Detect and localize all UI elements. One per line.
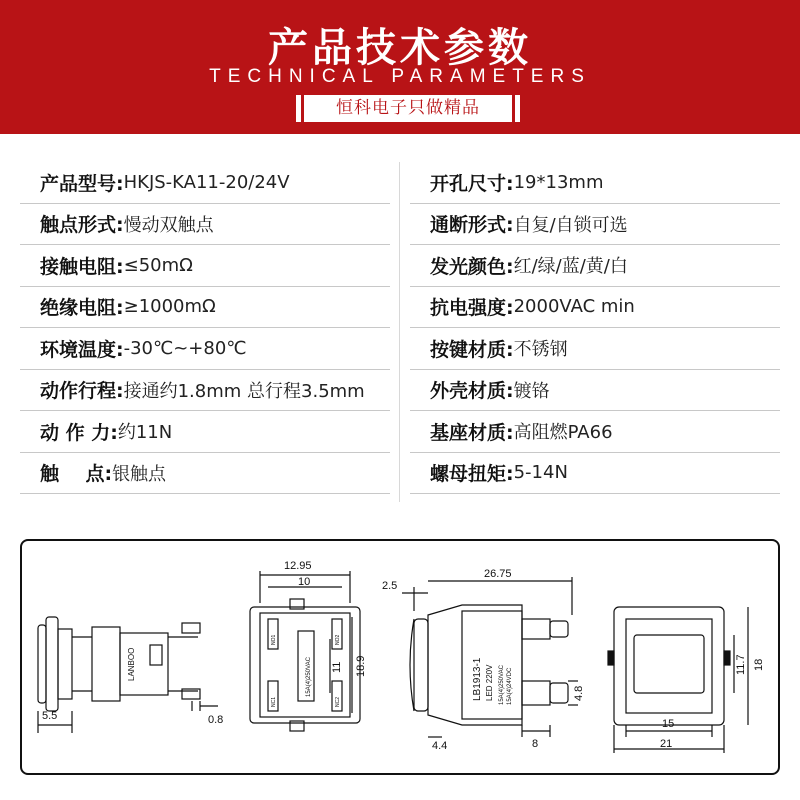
- spec-value: HKJS-KA11-20/24V: [123, 171, 290, 193]
- spec-label: 按键材质:: [430, 338, 514, 361]
- front-dim-11-7: 11.7: [735, 654, 747, 675]
- dimension-drawing: [22, 541, 778, 773]
- rear-dim-11: 11: [331, 661, 343, 673]
- spec-value: -30℃~+80℃: [123, 337, 247, 359]
- badge-left-bar: [296, 95, 301, 122]
- spec-divider: [399, 162, 400, 502]
- spec-label: 环境温度:: [40, 338, 124, 361]
- spec-value: 2000VAC min: [513, 296, 635, 318]
- profile-view: [402, 577, 578, 737]
- spec-row: [410, 162, 780, 204]
- spec-label: 产品型号:: [40, 172, 124, 195]
- spec-row: [410, 370, 780, 412]
- spec-row: [410, 287, 780, 329]
- spec-row: [20, 411, 390, 453]
- spec-label: 通断形式:: [430, 214, 514, 237]
- spec-label: 螺母扭矩:: [430, 463, 514, 486]
- page-title: 产品技术参数: [268, 25, 532, 71]
- spec-label: 动作行程:: [40, 380, 124, 403]
- spec-row: [410, 328, 780, 370]
- spec-row: [410, 453, 780, 495]
- badge-right-bar: [515, 95, 520, 122]
- spec-value: 约11N: [117, 422, 173, 444]
- profile-dim-4-8: 4.8: [573, 685, 585, 701]
- profile-dim-2-5: 2.5: [382, 580, 398, 592]
- spec-row: [20, 245, 390, 287]
- spec-column-left: [20, 162, 390, 494]
- spec-row: [410, 204, 780, 246]
- header-banner: [0, 0, 800, 134]
- spec-row: [20, 287, 390, 329]
- side-dim-0-8: 0.8: [208, 714, 224, 726]
- spec-value: 慢动双触点: [123, 214, 214, 236]
- spec-row: [20, 370, 390, 412]
- spec-label: 接触电阻:: [40, 255, 124, 278]
- spec-label: 抗电强度:: [430, 297, 514, 320]
- profile-model-label: LB1913-1: [472, 657, 483, 701]
- spec-label: 触点形式:: [40, 214, 124, 237]
- spec-column-right: [410, 162, 780, 494]
- profile-dim-26-75: 26.75: [484, 568, 512, 580]
- spec-row: [410, 411, 780, 453]
- rear-no2-label: NO2: [335, 634, 341, 645]
- front-dim-15: 15: [662, 718, 675, 730]
- dimension-drawing-panel: [20, 539, 780, 775]
- page-title-english: TECHNICAL PARAMETERS: [209, 66, 591, 87]
- spec-value: ≥1000mΩ: [123, 296, 216, 318]
- front-dim-18: 18: [753, 658, 765, 671]
- rear-dim-12-95: 12.95: [284, 560, 312, 572]
- side-dim-5-5: 5.5: [42, 710, 58, 722]
- spec-value: 镀铬: [513, 380, 550, 402]
- front-dim-21: 21: [660, 738, 673, 750]
- spec-value: 不锈钢: [513, 339, 568, 361]
- spec-value: 接通约1.8mm 总行程3.5mm: [123, 380, 365, 402]
- profile-led-label: LED 220V: [485, 664, 494, 701]
- spec-value: 红/绿/蓝/黄/白: [513, 256, 628, 278]
- spec-value: 银触点: [112, 463, 167, 485]
- rear-no1-label: NO1: [271, 634, 277, 645]
- spec-label: 动 作 力:: [40, 421, 118, 444]
- profile-dim-8: 8: [532, 738, 539, 750]
- profile-dim-4-4: 4.4: [432, 740, 448, 752]
- spec-row: [20, 162, 390, 204]
- side-brand-label: LANBOO: [127, 647, 136, 681]
- spec-row: [410, 245, 780, 287]
- profile-rating-ac: 15A(4)250VAC: [499, 665, 505, 705]
- spec-value: 19*13mm: [513, 171, 604, 193]
- spec-label: 外壳材质:: [430, 380, 514, 403]
- rear-nc1-label: NC1: [271, 696, 277, 707]
- spec-label: 开孔尺寸:: [430, 172, 514, 195]
- brand-slogan-badge: 恒科电子只做精品: [304, 95, 512, 122]
- rear-nc2-label: NC2: [335, 696, 341, 707]
- spec-value: ≤50mΩ: [123, 254, 193, 276]
- spec-label: 基座材质:: [430, 421, 514, 444]
- profile-rating-dc: 15A(4)24VDC: [507, 667, 513, 705]
- spec-label: 绝缘电阻:: [40, 297, 124, 320]
- spec-row: [20, 453, 390, 495]
- spec-value: 5-14N: [513, 462, 568, 484]
- spec-row: [20, 328, 390, 370]
- front-view: [608, 607, 748, 753]
- spec-row: [20, 204, 390, 246]
- spec-label: 触 点:: [40, 463, 113, 486]
- spec-label: 发光颜色:: [430, 255, 514, 278]
- rear-view: [250, 571, 360, 731]
- rear-dim-18-9: 18.9: [355, 655, 367, 677]
- rear-rating-label: 15A(4)250VAC: [306, 657, 312, 697]
- spec-value: 自复/自锁可选: [513, 214, 628, 236]
- spec-value: 高阻燃PA66: [513, 422, 613, 444]
- rear-dim-10: 10: [298, 576, 311, 588]
